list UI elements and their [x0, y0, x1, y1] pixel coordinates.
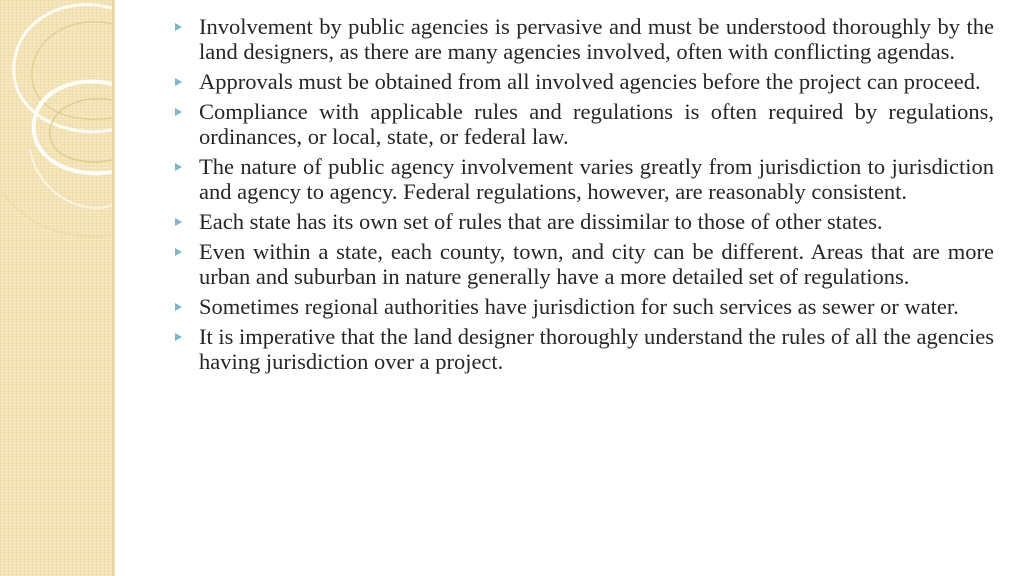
bullet-text: Compliance with applicable rules and regulations is often required by regulations, ordinances, or local, state, or federal law.	[199, 99, 994, 149]
bullet-marker-icon	[175, 248, 182, 256]
bullet-item	[174, 69, 994, 94]
decorative-side-panel	[0, 0, 112, 576]
bullet-item	[174, 239, 994, 289]
bullet-marker-icon	[175, 163, 182, 171]
bullet-item	[174, 324, 994, 374]
bullet-text: Each state has its own set of rules that are dissimilar to those of other states.	[199, 209, 883, 234]
bullet-item	[174, 209, 994, 234]
bullet-marker-icon	[175, 333, 182, 341]
side-panel-edge	[112, 0, 115, 576]
bullet-marker-icon	[175, 108, 182, 116]
bullet-item	[174, 14, 994, 64]
bullet-text: The nature of public agency involvement varies greatly from jurisdiction to jurisdiction and agency to agency. Federal regulations, however, are reasonably consistent.	[199, 154, 994, 204]
bullet-marker-icon	[175, 23, 182, 31]
bullet-list	[174, 14, 994, 379]
bullet-item	[174, 154, 994, 204]
bullet-text: Approvals must be obtained from all involved agencies before the project can proceed.	[199, 69, 981, 94]
bullet-text: Involvement by public agencies is pervasive and must be understood thoroughly by the land designers, as there are many agencies involved, often with conflicting agendas.	[199, 14, 994, 64]
bullet-text: Sometimes regional authorities have jurisdiction for such services as sewer or water.	[199, 294, 959, 319]
bullet-marker-icon	[175, 303, 182, 311]
bullet-text: It is imperative that the land designer thoroughly understand the rules of all the agencies having jurisdiction over a project.	[199, 324, 994, 374]
bullet-item	[174, 294, 994, 319]
bullet-text: Even within a state, each county, town, and city can be different. Areas that are more urban and suburban in nature generally have a more detailed set of regulations.	[199, 239, 994, 289]
decorative-swirl	[0, 0, 112, 576]
bullet-item	[174, 99, 994, 149]
bullet-marker-icon	[175, 78, 182, 86]
bullet-marker-icon	[175, 218, 182, 226]
